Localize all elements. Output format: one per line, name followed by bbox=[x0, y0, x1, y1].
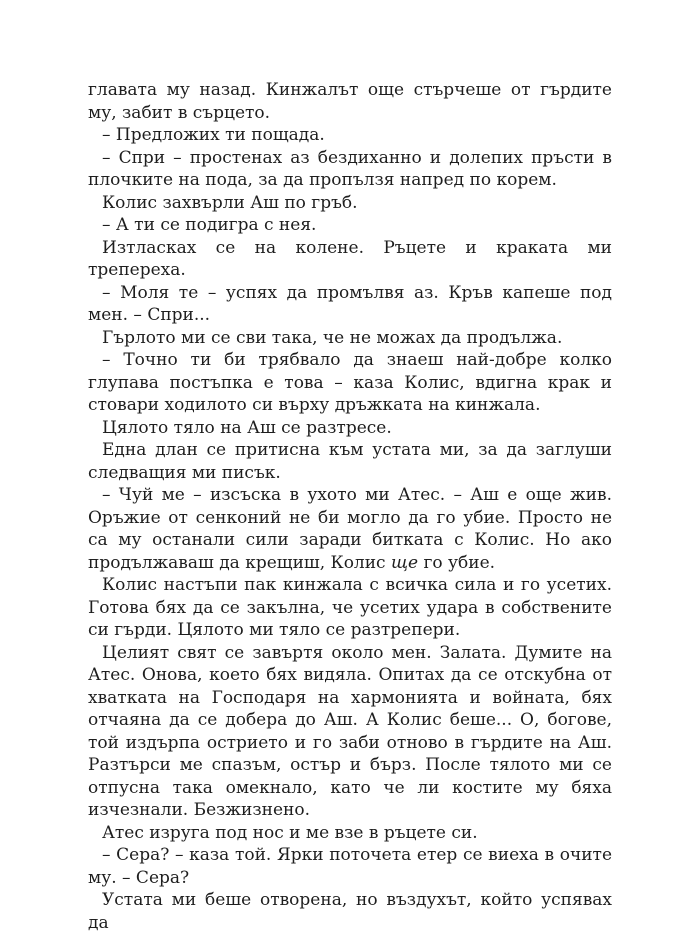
paragraph: Целият свят се завъртя около мен. Залата. Думите на Атес. Онова, което бях видяла. Опитах да се отскубна от хватката на Господаря на хармонията и войната, бях отчаяна да се добера до Аш. А Колис беше... О, богове, той издърпа острието и го заби отново в гърдите на Аш. Разтърси ме спазъм, остър и бърз. После тялото ми се отпусна така омекнало, като че ли костите му бяха изчезнали. Безжизнено. bbox=[88, 642, 612, 820]
paragraph: – Спри – простенах аз бездиханно и долепих пръсти в плочките на пода, за да пропълзя напред по корем. bbox=[88, 147, 612, 190]
paragraph-text: – Чуй ме – изсъска в ухото ми Атес. – Аш е още жив. Оръжие от сенконий не би могло да го убие. Просто не са му останали сили заради битката с Колис. Но ако продължаваш да крещиш, Колис bbox=[88, 485, 612, 573]
paragraph bbox=[88, 484, 612, 574]
paragraph: Устата ми беше отворена, но въздухът, който успявах да bbox=[88, 890, 612, 933]
paragraph-text: го убие. bbox=[418, 552, 496, 573]
paragraph: Атес изруга под нос и ме взе в ръцете си. bbox=[102, 822, 478, 843]
book-page-text bbox=[88, 79, 612, 934]
emphasized-word: ще bbox=[391, 552, 419, 573]
paragraph: Гърлото ми се сви така, че не можах да продължа. bbox=[102, 327, 563, 348]
paragraph: – Сера? – каза той. Ярки поточета етер се виеха в очите му. – Сера? bbox=[88, 845, 612, 888]
paragraph: – Точно ти би трябвало да знаеш най-добре колко глупава постъпка е това – каза Колис, вдигна крак и стовари ходилото си върху дръжката на кинжала. bbox=[88, 350, 612, 415]
paragraph: – Предложих ти пощада. bbox=[102, 125, 325, 145]
paragraph: Изтласках се на колене. Ръцете и краката ми трепереха. bbox=[88, 237, 612, 280]
paragraph: Колис настъпи пак кинжала с всичка сила и го усетих. Готова бях да се закълна, че усетих удара в собствените си гърди. Цялото ми тяло се разтрепери. bbox=[88, 575, 612, 640]
paragraph: Цялото тяло на Аш се разтресе. bbox=[102, 417, 392, 438]
paragraph: – Моля те – успях да промълвя аз. Кръв капеше под мен. – Спри... bbox=[88, 282, 612, 325]
paragraph: Една длан се притисна към устата ми, за да заглуши следващия ми писък. bbox=[88, 440, 612, 483]
paragraph: – А ти се подигра с нея. bbox=[102, 215, 317, 235]
paragraph: главата му назад. Кинжалът още стърчеше от гърдите му, забит в сърцето. bbox=[88, 80, 612, 123]
paragraph: Колис захвърли Аш по гръб. bbox=[102, 192, 358, 213]
